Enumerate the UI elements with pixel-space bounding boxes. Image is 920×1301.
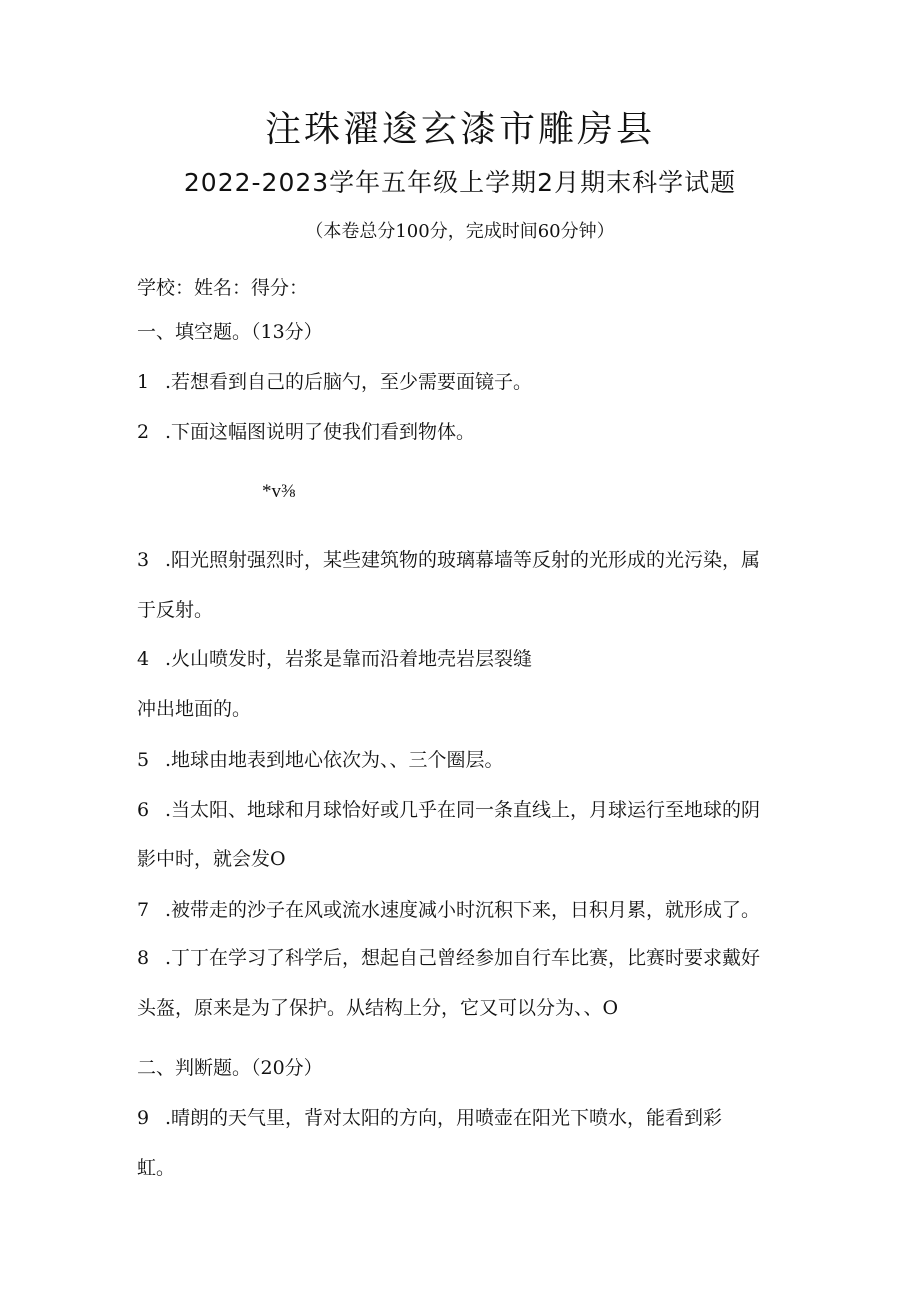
question-number: 4	[137, 648, 150, 670]
question-text: .阳光照射强烈时，某些建筑物的玻璃幕墙等反射的光形成的光污染，属	[165, 549, 761, 571]
question-number: 2	[137, 421, 150, 443]
page-subtitle: 2022-2023学年五年级上学期2月期末科学试题	[183, 168, 737, 197]
question-text: .下面这幅图说明了使我们看到物体。	[165, 421, 476, 443]
question-text: .若想看到自己的后脑勺，至少需要面镜子。	[165, 371, 533, 393]
question-9-continued: 虹。	[137, 1157, 176, 1179]
question-2	[137, 418, 475, 446]
question-number: 1	[137, 371, 150, 393]
question-1	[137, 368, 532, 396]
question-text: .被带走的沙子在风或流水速度减小时沉积下来，日积月累，就形成了。	[165, 899, 761, 921]
question-number: 9	[137, 1107, 150, 1129]
question-number: 7	[137, 899, 150, 921]
section1-heading: 一、填空题。（13分）	[137, 321, 323, 343]
info-line: 学校：姓名：得分：	[137, 277, 309, 299]
question-6-continued: 影中时，就会发O	[137, 848, 286, 870]
question-text: .丁丁在学习了科学后，想起自己曾经参加自行车比赛，比赛时要求戴好	[165, 947, 761, 969]
question-text: .当太阳、地球和月球恰好或几乎在同一条直线上，月球运行至地球的阴	[165, 799, 761, 821]
figure-placeholder: *v⅜	[262, 481, 296, 502]
question-8-continued: 头盔，原来是为了保护。从结构上分，它又可以分为、、O	[137, 997, 619, 1019]
exam-note: （本卷总分100分，完成时间60分钟）	[305, 221, 615, 242]
question-4-continued: 冲出地面的。	[137, 698, 252, 720]
question-text: .火山喷发时，岩浆是靠而沿着地壳岩层裂缝	[165, 648, 533, 670]
question-number: 3	[137, 549, 150, 571]
question-number: 5	[137, 749, 150, 771]
question-text: .晴朗的天气里，背对太阳的方向，用喷壶在阳光下喷水，能看到彩	[165, 1107, 723, 1129]
question-3	[137, 546, 760, 574]
question-3-continued: 于反射。	[137, 599, 214, 621]
question-5	[137, 746, 504, 774]
section2-heading: 二、判断题。（20分）	[137, 1057, 323, 1079]
question-4	[137, 645, 532, 673]
question-7	[137, 896, 760, 924]
question-6	[137, 796, 760, 824]
page-title: 注珠濯逡玄漆市雕房县	[264, 109, 655, 150]
question-9	[137, 1104, 722, 1132]
question-text: .地球由地表到地心依次为、、三个圈层。	[165, 749, 504, 771]
question-number: 6	[137, 799, 150, 821]
question-8	[137, 944, 760, 972]
question-number: 8	[137, 947, 150, 969]
